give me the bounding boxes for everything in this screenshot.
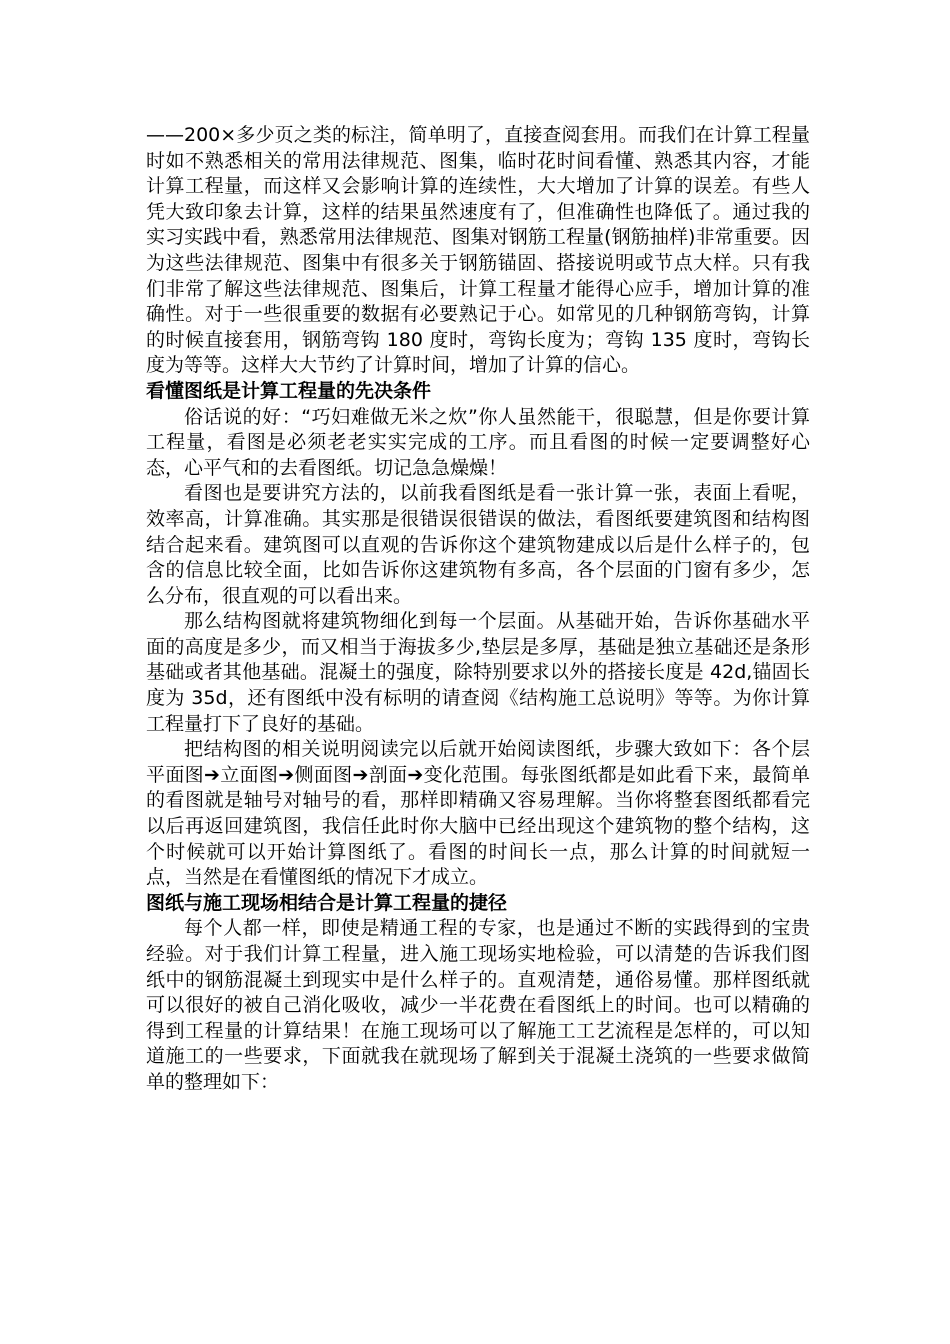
- section-heading: 图纸与施工现场相结合是计算工程量的捷径: [146, 891, 508, 914]
- body-paragraph: 每个人都一样，即使是精通工程的专家，也是通过不断的实践得到的宝贵经验。对于我们计算工程量，进入施工现场实地检验，可以清楚的告诉我们图纸中的钢筋混凝土到现实中是什么样子的。直观清楚，通俗易懂。那样图纸就可以很好的被自己消化吸收，减少一半花费在看图纸上的时间。也可以精确的得到工程量的计算结果！在施工现场可以了解施工工艺流程是怎样的，可以知道施工的一些要求，下面就我在就现场了解到关于混凝土浇筑的一些要求做简单的整理如下：: [146, 917, 810, 1093]
- body-paragraph: 看图也是要讲究方法的，以前我看图纸是看一张计算一张，表面上看呢，效率高，计算准确。其实那是很错误很错误的做法，看图纸要建筑图和结构图结合起来看。建筑图可以直观的告诉你这个建筑物建成以后是什么样子的，包含的信息比较全面，比如告诉你这建筑物有多高，各个层面的门窗有多少，怎么分布，很直观的可以看出来。: [146, 482, 810, 607]
- document-page: [146, 123, 810, 1096]
- section-heading: 看懂图纸是计算工程量的先决条件: [146, 379, 432, 402]
- body-paragraph: 那么结构图就将建筑物细化到每一个层面。从基础开始，告诉你基础水平面的高度是多少，而又相当于海拔多少,垫层是多厚，基础是独立基础还是条形基础或者其他基础。混凝土的强度，除特别要求以外的搭接长度是 42d,锚固长度为 35d，还有图纸中没有标明的请查阅《结构施工总说明》等等。为你计算工程量打下了良好的基础。: [146, 610, 810, 735]
- body-paragraph: 把结构图的相关说明阅读完以后就开始阅读图纸，步骤大致如下：各个层平面图➔立面图➔侧面图➔剖面➔变化范围。每张图纸都是如此看下来，最简单的看图就是轴号对轴号的看，那样即精确又容易理解。当你将整套图纸都看完以后再返回建筑图，我信任此时你大脑中已经出现这个建筑物的整个结构，这个时候就可以开始计算图纸了。看图的时间长一点，那么计算的时间就短一点，当然是在看懂图纸的情况下才成立。: [146, 738, 810, 889]
- body-paragraph: 俗话说的好：“巧妇难做无米之炊”你人虽然能干，很聪慧，但是你要计算工程量，看图是必须老老实实完成的工序。而且看图的时候一定要调整好心态，心平气和的去看图纸。切记急急燥燥！: [146, 405, 810, 479]
- body-paragraph: ——200×多少页之类的标注，简单明了，直接查阅套用。而我们在计算工程量时如不熟悉相关的常用法律规范、图集，临时花时间看懂、熟悉其内容，才能计算工程量，而这样又会影响计算的连续性，大大增加了计算的误差。有些人凭大致印象去计算，这样的结果虽然速度有了，但准确性也降低了。通过我的实习实践中看，熟悉常用法律规范、图集对钢筋工程量(钢筋抽样)非常重要。因为这些法律规范、图集中有很多关于钢筋锚固、搭接说明或节点大样。只有我们非常了解这些法律规范、图集后，计算工程量才能得心应手，增加计算的准确性。对于一些很重要的数据有必要熟记于心。如常见的几种钢筋弯钩，计算的时候直接套用，钢筋弯钩 180 度时，弯钩长度为；弯钩 135 度时，弯钩长度为等等。这样大大节约了计算时间，增加了计算的信心。: [146, 124, 810, 377]
